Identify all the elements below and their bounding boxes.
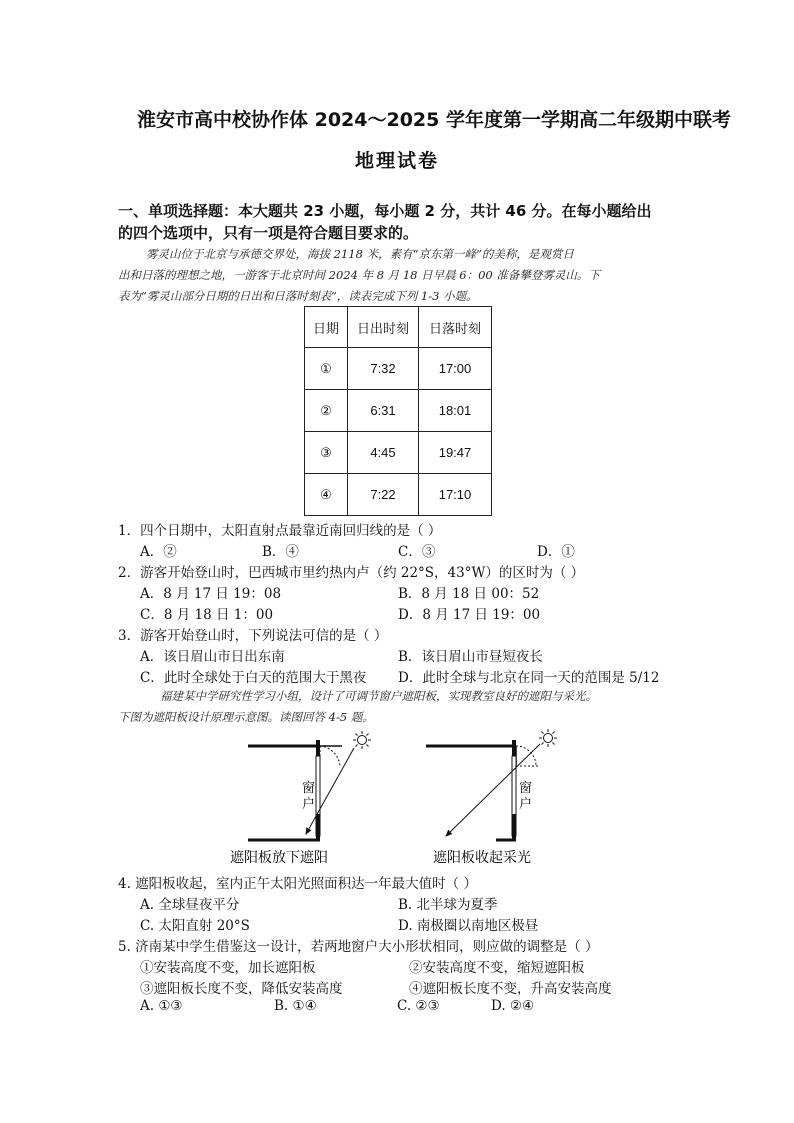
- table-cell: ④: [305, 474, 348, 516]
- q4-option-a: A. 全球昼夜平分: [140, 897, 240, 913]
- q4-option-c: C. 太阳直射 20°S: [140, 918, 250, 934]
- table-header-sunset: 日落时刻: [419, 307, 492, 348]
- shade-down-panel: [230, 731, 371, 866]
- table-cell: 17:00: [419, 348, 492, 390]
- table-row: [305, 390, 492, 432]
- q5-option-a: A. ①③: [140, 998, 183, 1014]
- intro2-line2: 下图为遮阳板设计原理示意图。读图回答 4-5 题。: [118, 710, 374, 724]
- table-row: [305, 432, 492, 474]
- table-header-row: [305, 307, 492, 348]
- table-cell: 17:10: [419, 474, 492, 516]
- q2-option-c: C．8 月 18 日 1：00: [140, 607, 274, 623]
- table-cell: ①: [305, 348, 348, 390]
- table-cell: 6:31: [348, 390, 419, 432]
- q3-option-b: B．该日眉山市昼短夜长: [398, 649, 543, 665]
- q3-option-d: D．此时全球与北京在同一天的范围是 5/12: [398, 670, 660, 686]
- section-heading-line1: 一、单项选择题：本大题共 23 小题，每小题 2 分，共计 46 分。在每小题给出: [118, 202, 652, 220]
- intro2-line1: 福建某中学研究性学习小组，设计了可调节窗户遮阳板，实现教室良好的遮阳与采光。: [160, 689, 597, 703]
- q2-option-b: B．8 月 18 日 00：52: [398, 586, 540, 602]
- caption-shade-down: 遮阳板放下遮阳: [230, 850, 328, 866]
- exam-title: 淮安市高中校协作体 2024～2025 学年度第一学期高二年级期中联考: [137, 109, 731, 131]
- window-label-char2: 户: [302, 797, 316, 812]
- q5-statement-2: ②安装高度不变，缩短遮阳板: [409, 960, 585, 976]
- window-label-char1: 窗: [519, 781, 533, 796]
- q5-statement-4: ④遮阳板长度不变，升高安装高度: [409, 981, 612, 997]
- q5-stem: 5. 济南某中学生借鉴这一设计，若两地窗户大小形状相同，则应做的调整是（ ）: [118, 939, 599, 955]
- q5-statement-1: ①安装高度不变，加长遮阳板: [140, 960, 316, 976]
- q4-option-d: D. 南极圈以南地区极昼: [398, 918, 539, 934]
- q4-stem: 4. 遮阳板收起，室内正午太阳光照面积达一年最大值时（ ）: [118, 876, 477, 892]
- q3-stem: 3．游客开始登山时，下列说法可信的是（ ）: [118, 628, 388, 644]
- wall-lower: [512, 814, 516, 840]
- table-row: [305, 474, 492, 516]
- table-cell: ③: [305, 432, 348, 474]
- q1-stem: 1．四个日期中，太阳直射点最靠近南回归线的是（ ）: [118, 523, 442, 539]
- q1-option-b: B．④: [262, 544, 299, 560]
- intro1-line3: 表为“雾灵山部分日期的日出和日落时刻表”，读表完成下列 1-3 小题。: [118, 289, 478, 303]
- section-heading-line2: 的四个选项中，只有一项是符合题目要求的。: [118, 224, 419, 242]
- table-cell: 18:01: [419, 390, 492, 432]
- sunrise-sunset-table: [304, 306, 492, 516]
- window-label-char1: 窗: [302, 781, 316, 796]
- q1-option-d: D．①: [537, 544, 575, 560]
- sun-icon: [539, 729, 557, 747]
- table-header-date: 日期: [305, 307, 348, 348]
- table-cell: 19:47: [419, 432, 492, 474]
- sunshade-diagram: [230, 726, 570, 868]
- table-cell: 7:22: [348, 474, 419, 516]
- q4-option-b: B. 北半球为夏季: [398, 897, 498, 913]
- q1-option-a: A．②: [140, 544, 177, 560]
- q5-statement-3: ③遮阳板长度不变，降低安装高度: [140, 981, 343, 997]
- exam-subtitle: 地理试卷: [355, 150, 440, 172]
- q3-option-a: A．该日眉山市日出东南: [140, 649, 285, 665]
- shade-up-panel: [426, 729, 557, 866]
- q5-option-b: B. ①④: [274, 998, 317, 1014]
- wall-lower: [316, 814, 320, 840]
- q5-option-d: D. ②④: [491, 998, 535, 1014]
- q5-option-c: C. ②③: [397, 998, 440, 1014]
- window-label-char2: 户: [519, 797, 533, 812]
- intro1-line2: 出和日落的理想之地，一游客于北京时间 2024 年 8 月 18 日早晨 6：00 准备攀登雾灵山。下: [118, 268, 600, 282]
- q3-option-c: C．此时全球处于白天的范围大于黑夜: [140, 670, 367, 686]
- table-header-sunrise: 日出时刻: [348, 307, 419, 348]
- q1-option-c: C．③: [398, 544, 436, 560]
- table-cell: ②: [305, 390, 348, 432]
- q2-stem: 2．游客开始登山时，巴西城市里约热内卢（约 22°S，43°W）的区时为（ ）: [118, 565, 585, 581]
- sun-icon: [353, 731, 371, 749]
- caption-shade-up: 遮阳板收起采光: [433, 850, 531, 866]
- table-row: [305, 348, 492, 390]
- intro1-line1: 雾灵山位于北京与承德交界处，海拔 2118 米，素有“京东第一峰”的美称，是观赏日: [146, 247, 574, 261]
- q2-option-a: A．8 月 17 日 19：08: [140, 586, 282, 602]
- q2-option-d: D．8 月 17 日 19：00: [398, 607, 541, 623]
- table-cell: 7:32: [348, 348, 419, 390]
- table-cell: 4:45: [348, 432, 419, 474]
